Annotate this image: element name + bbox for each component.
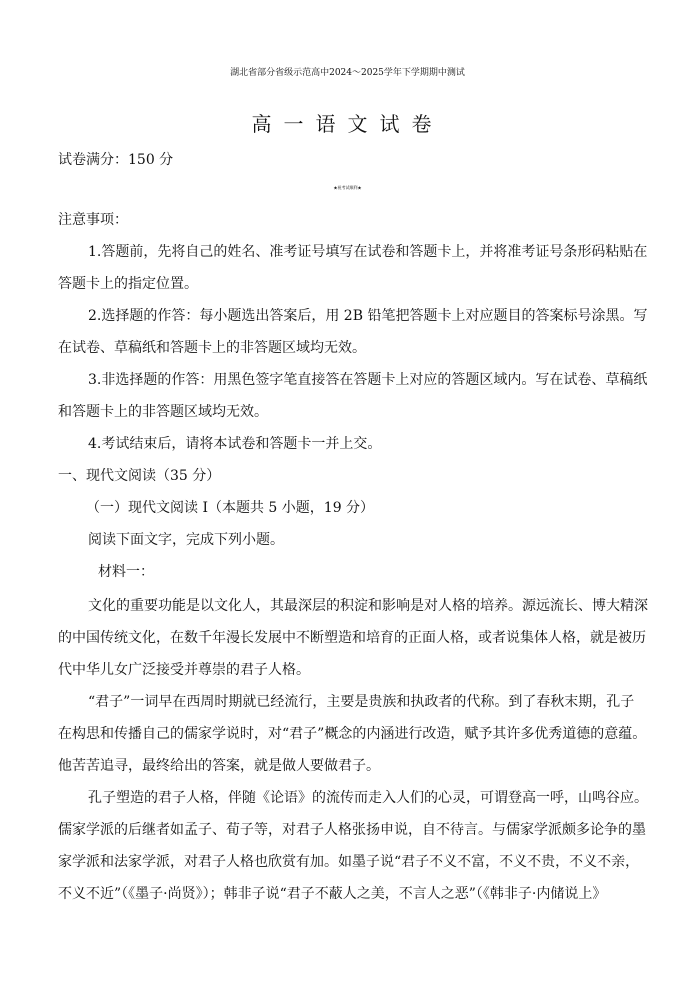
passage-p1-line2: 的中国传统文化，在数千年漫长发展中不断塑造和培育的正面人格，或者说集体人格，就是被历 bbox=[58, 630, 646, 646]
section-heading: 一、现代文阅读（35 分） bbox=[58, 468, 221, 484]
passage-p3-line1: 孔子塑造的君子人格，伴随《论语》的流传而走入人们的心灵，可谓登高一呼，山鸣谷应。 bbox=[88, 790, 648, 806]
full-score: 试卷满分：150 分 bbox=[58, 152, 174, 168]
notice-item-3: 3.非选择题的作答：用黑色签字笔直接答在答题卡上对应的答题区域内。写在试卷、草稿纸 bbox=[88, 372, 648, 388]
subsection-heading: （一）现代文阅读 Ⅰ（本题共 5 小题，19 分） bbox=[86, 500, 375, 516]
reading-instruction: 阅读下面文字，完成下列小题。 bbox=[88, 532, 284, 548]
notice-item-3-cont: 和答题卡上的非答题区域均无效。 bbox=[58, 404, 268, 420]
notice-heading: 注意事项： bbox=[58, 212, 128, 228]
notice-item-4: 4.考试结束后，请将本试卷和答题卡一并上交。 bbox=[88, 436, 382, 452]
notice-item-1-cont: 答题卡上的指定位置。 bbox=[58, 276, 198, 292]
exam-subtitle: 高一语文试卷 bbox=[251, 112, 444, 136]
blessing: ★祝考试顺利★ bbox=[333, 185, 362, 190]
passage-p3-line4: 不义不近”（《墨子·尚贤》）；韩非子说“君子不蔽人之美，不言人之恶”（《韩非子·内储说上》 bbox=[58, 886, 607, 902]
passage-p1-line3: 代中华儿女广泛接受并尊崇的君子人格。 bbox=[58, 662, 310, 678]
passage-p2-line1: “君子”一词早在西周时期就已经流行，主要是贵族和执政者的代称。到了春秋末期，孔子 bbox=[88, 694, 635, 710]
passage-p3-line2: 儒家学派的后继者如孟子、荀子等，对君子人格张扬申说，自不待言。与儒家学派颇多论争的墨 bbox=[58, 822, 646, 838]
notice-item-1: 1.答题前，先将自己的姓名、准考证号填写在试卷和答题卡上，并将准考证号条形码粘贴在 bbox=[88, 244, 648, 260]
passage-p2-line2: 在构思和传播自己的儒家学说时，对“君子”概念的内涵进行改造，赋予其许多优秀道德的意蕴。 bbox=[58, 726, 647, 742]
passage-p1-line1: 文化的重要功能是以文化人，其最深层的积淀和影响是对人格的培养。源远流长、博大精深 bbox=[88, 598, 648, 614]
passage-p2-line3: 他苦苦追寻，最终给出的答案，就是做人要做君子。 bbox=[58, 758, 380, 774]
notice-item-2-cont: 在试卷、草稿纸和答题卡上的非答题区域均无效。 bbox=[58, 340, 366, 356]
passage-p3-line3: 家学派和法家学派，对君子人格也欣赏有加。如墨子说“君子不义不富，不义不贵，不义不亲， bbox=[58, 854, 640, 870]
material-label: 材料一： bbox=[98, 564, 154, 580]
notice-item-2: 2.选择题的作答：每小题选出答案后，用 2B 铅笔把答题卡上对应题目的答案标号涂黑。写 bbox=[88, 308, 648, 324]
exam-title: 湖北省部分省级示范高中2024～2025学年下学期期中测试 bbox=[230, 68, 465, 78]
